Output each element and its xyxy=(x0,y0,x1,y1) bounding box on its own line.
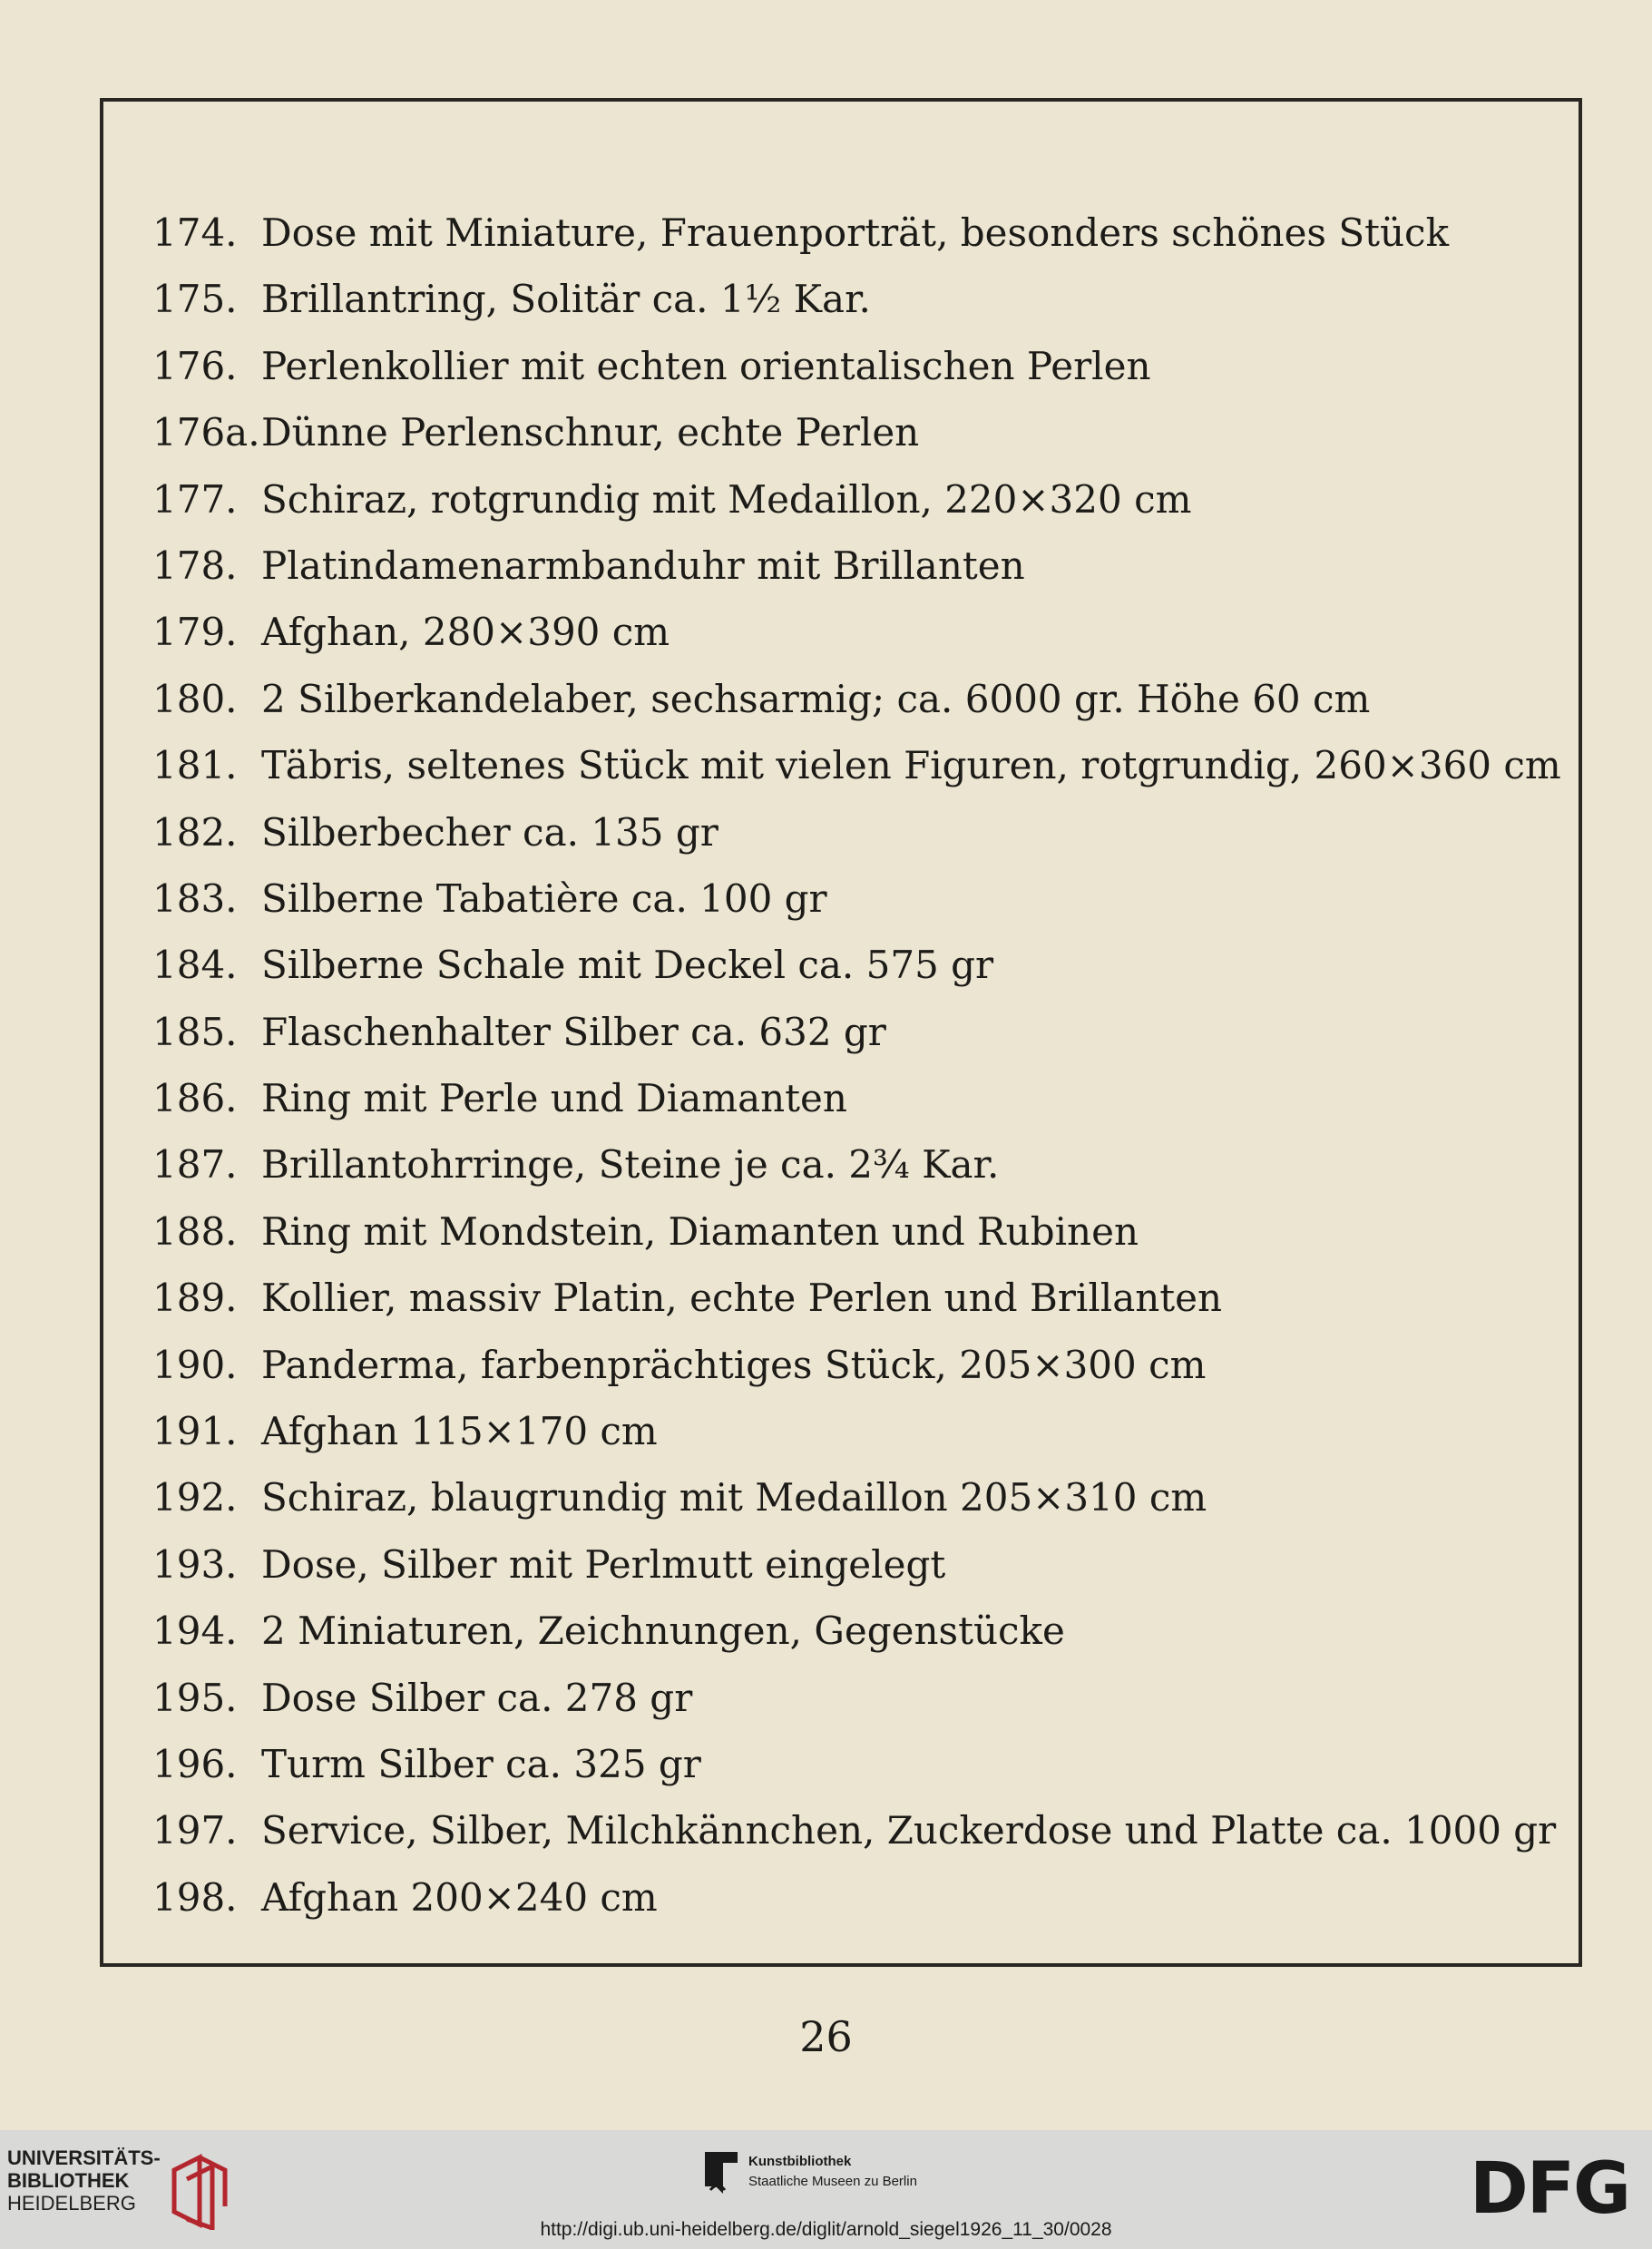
permalink-url[interactable]: http://digi.ub.uni-heidelberg.de/diglit/arnold_siegel1926_11_30/0028 xyxy=(540,2219,1112,2240)
catalog-entry xyxy=(152,999,1568,1065)
entry-number: 183. xyxy=(152,875,238,921)
catalog-entry xyxy=(152,333,1568,399)
kunstbibliothek-subtitle: Staatliche Museen zu Berlin xyxy=(748,2174,917,2189)
entry-number: 197. xyxy=(152,1808,238,1853)
catalog-entry xyxy=(152,1598,1568,1664)
entry-number: 176a. xyxy=(152,410,260,455)
catalog-entry xyxy=(152,1665,1568,1731)
catalog-entry xyxy=(152,1198,1568,1265)
catalog-entry-list xyxy=(152,200,1568,1931)
catalog-entry xyxy=(152,1065,1568,1131)
kunstbibliothek-logo[interactable] xyxy=(703,2150,993,2214)
entry-number: 185. xyxy=(152,1009,238,1054)
catalog-entry xyxy=(152,200,1568,266)
entry-number: 191. xyxy=(152,1409,238,1454)
catalog-entry xyxy=(152,466,1568,533)
catalog-entry xyxy=(152,1464,1568,1530)
entry-number: 189. xyxy=(152,1276,238,1321)
entry-text: Dose Silber ca. 278 gr xyxy=(261,1675,693,1720)
entry-number: 178. xyxy=(152,543,238,588)
kunstbibliothek-title: Kunstbibliothek xyxy=(748,2154,852,2169)
entry-number: 182. xyxy=(152,809,238,855)
catalog-entry xyxy=(152,1265,1568,1331)
catalog-entry xyxy=(152,1398,1568,1464)
entry-number: 179. xyxy=(152,610,238,655)
catalog-entry xyxy=(152,1864,1568,1931)
catalog-entry xyxy=(152,865,1568,932)
entry-text: Dose mit Miniature, Frauenporträt, besonders schönes Stück xyxy=(261,210,1450,255)
entry-text: Turm Silber ca. 325 gr xyxy=(261,1741,701,1786)
entry-text: Brillantohrringe, Steine je ca. 2¾ Kar. xyxy=(261,1142,1000,1188)
university-library-name xyxy=(7,2146,161,2215)
catalog-entry xyxy=(152,1131,1568,1198)
entry-text: Brillantring, Solitär ca. 1½ Kar. xyxy=(261,277,871,322)
entry-text: Panderma, farbenprächtiges Stück, 205×300 cm xyxy=(261,1342,1207,1387)
entry-text: Afghan 115×170 cm xyxy=(261,1409,658,1454)
entry-text: Kollier, massiv Platin, echte Perlen und Brillanten xyxy=(261,1276,1223,1321)
page-number: 26 xyxy=(799,2012,853,2061)
entry-text: Dose, Silber mit Perlmutt eingelegt xyxy=(261,1541,946,1587)
entry-number: 180. xyxy=(152,676,238,721)
entry-number: 184. xyxy=(152,943,238,988)
viewer-footer xyxy=(0,2130,1652,2249)
entry-number: 175. xyxy=(152,277,238,322)
entry-text: Platindamenarmbanduhr mit Brillanten xyxy=(261,543,1025,588)
catalog-entry xyxy=(152,399,1568,465)
entry-number: 181. xyxy=(152,743,238,788)
entry-number: 190. xyxy=(152,1342,238,1387)
entry-number: 176. xyxy=(152,343,238,388)
university-line: BIBLIOTHEK xyxy=(7,2169,130,2192)
entry-number: 195. xyxy=(152,1675,238,1720)
entry-number: 192. xyxy=(152,1475,238,1521)
entry-text: Afghan 200×240 cm xyxy=(261,1874,658,1920)
entry-text: Afghan, 280×390 cm xyxy=(261,610,670,655)
catalog-entry xyxy=(152,799,1568,865)
entry-number: 188. xyxy=(152,1208,238,1254)
entry-text: Dünne Perlenschnur, echte Perlen xyxy=(261,410,920,455)
university-line: HEIDELBERG xyxy=(7,2192,136,2215)
entry-text: Schiraz, rotgrundig mit Medaillon, 220×320 cm xyxy=(261,476,1192,522)
entry-text: 2 Silberkandelaber, sechsarmig; ca. 6000 gr. Höhe 60 cm xyxy=(261,676,1371,721)
entry-number: 196. xyxy=(152,1741,238,1786)
kunstbibliothek-name xyxy=(748,2152,917,2192)
entry-number: 174. xyxy=(152,210,238,255)
entry-text: 2 Miniaturen, Zeichnungen, Gegenstücke xyxy=(261,1609,1065,1654)
entry-text: Silberne Schale mit Deckel ca. 575 gr xyxy=(261,943,994,988)
entry-text: Silberbecher ca. 135 gr xyxy=(261,809,718,855)
catalog-entry xyxy=(152,1332,1568,1398)
catalog-entry xyxy=(152,666,1568,732)
entry-text: Täbris, seltenes Stück mit vielen Figuren, rotgrundig, 260×360 cm xyxy=(261,743,1561,788)
entry-text: Schiraz, blaugrundig mit Medaillon 205×310 cm xyxy=(261,1475,1207,1521)
catalog-entry xyxy=(152,1797,1568,1863)
catalog-entry xyxy=(152,732,1568,798)
entry-text: Perlenkollier mit echten orientalischen Perlen xyxy=(261,343,1151,388)
entry-text: Service, Silber, Milchkännchen, Zuckerdose und Platte ca. 1000 gr xyxy=(261,1808,1557,1853)
catalog-entry xyxy=(152,932,1568,998)
catalog-entry xyxy=(152,599,1568,665)
kunstbibliothek-emblem-icon xyxy=(703,2150,739,2195)
entry-number: 198. xyxy=(152,1874,238,1920)
entry-number: 193. xyxy=(152,1541,238,1587)
catalog-entry xyxy=(152,266,1568,332)
entry-number: 186. xyxy=(152,1076,238,1121)
entry-text: Ring mit Mondstein, Diamanten und Rubinen xyxy=(261,1208,1139,1254)
entry-number: 187. xyxy=(152,1142,238,1188)
dfg-logo[interactable]: DFG xyxy=(1470,2148,1630,2230)
entry-number: 194. xyxy=(152,1609,238,1654)
catalog-entry xyxy=(152,1731,1568,1797)
entry-text: Ring mit Perle und Diamanten xyxy=(261,1076,847,1121)
entry-text: Flaschenhalter Silber ca. 632 gr xyxy=(261,1009,886,1054)
entry-text: Silberne Tabatière ca. 100 gr xyxy=(261,875,827,921)
catalog-entry xyxy=(152,533,1568,599)
catalog-entry xyxy=(152,1531,1568,1598)
entry-number: 177. xyxy=(152,476,238,522)
university-line: UNIVERSITÄTS- xyxy=(7,2146,161,2169)
